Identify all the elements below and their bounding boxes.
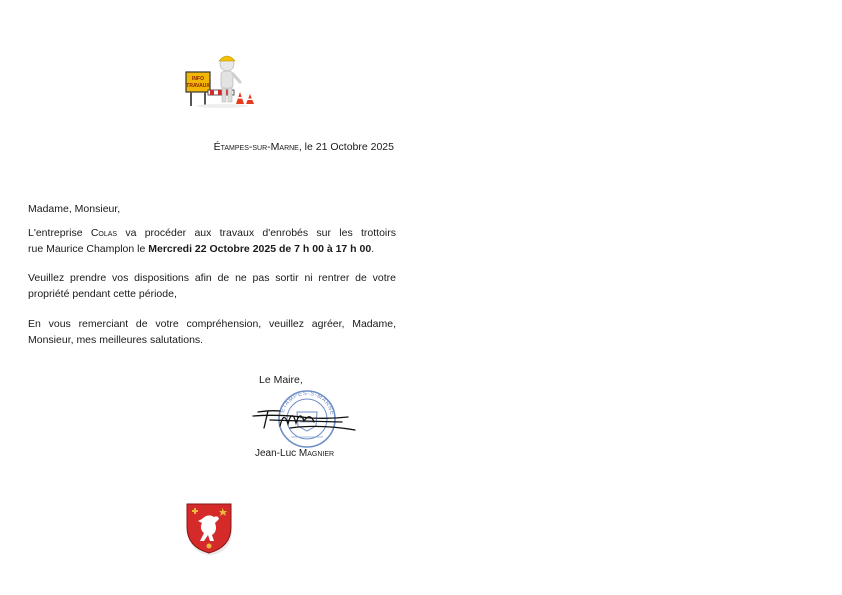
sign-text-travaux: TRAVAUX bbox=[186, 83, 210, 89]
signer-first-name: Jean-Luc bbox=[255, 448, 299, 459]
paragraph-works-line2 bbox=[28, 242, 396, 258]
construction-worker-icon bbox=[219, 56, 240, 102]
company-name: Colas bbox=[90, 227, 118, 239]
stamp-and-signature bbox=[250, 388, 362, 450]
works-date-time: Mercredi 22 Octobre 2025 de 7 h 00 à 17 h 00 bbox=[148, 242, 372, 255]
sign-text-info: INFO bbox=[192, 76, 204, 82]
date-text: , le 21 Octobre 2025 bbox=[298, 141, 394, 153]
paragraph-works bbox=[28, 226, 396, 257]
salutation: Madame, Monsieur, bbox=[28, 203, 121, 215]
date-line bbox=[120, 141, 394, 153]
info-travaux-logo bbox=[182, 52, 262, 112]
signer-name bbox=[255, 448, 334, 459]
signer-last-name: Magnier bbox=[298, 448, 335, 459]
p2-text-c: rue Maurice Champlon le bbox=[28, 242, 149, 255]
stamp-text: ETAMPES-S-MARNE bbox=[279, 390, 335, 417]
p2-text-b: va procéder aux travaux d'enrobés sur les trottoirs bbox=[117, 227, 396, 239]
paragraph-instructions: Veuillez prendre vos dispositions afin de ne pas sortir ni rentrer de votre propriété pendant cette période, bbox=[28, 272, 396, 300]
p2-end: . bbox=[371, 242, 375, 255]
coat-of-arms-icon bbox=[184, 501, 234, 555]
handwritten-signature-icon bbox=[253, 411, 355, 430]
paragraph-closing: En vous remerciant de votre compréhension, veuillez agréer, Madame, Monsieur, mes meilleures salutations. bbox=[28, 318, 396, 346]
paragraph-works-line1 bbox=[28, 226, 396, 242]
p2-text-a: L'entreprise bbox=[28, 227, 91, 239]
city-name: Étampes-sur-Marne bbox=[213, 141, 299, 153]
signer-title: Le Maire, bbox=[259, 374, 303, 386]
